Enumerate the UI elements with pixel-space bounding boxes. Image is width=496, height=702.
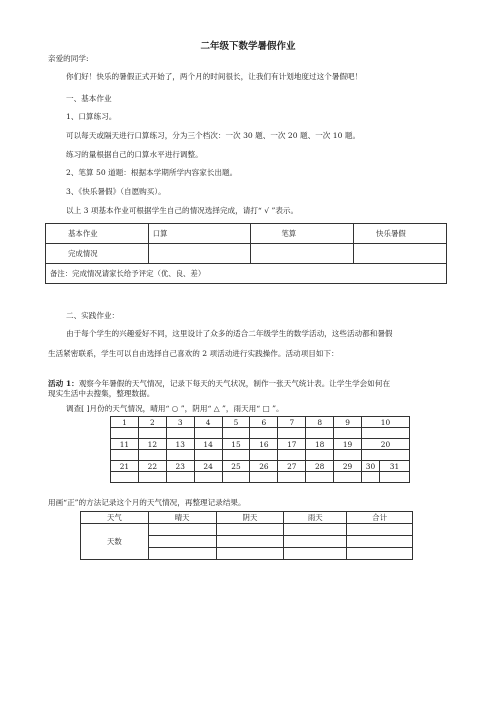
calendar-record-cell[interactable] (166, 428, 194, 439)
section2-para-line2: 生活紧密联系，学生可以自由选择自己喜欢的 2 项活动进行实践操作。活动项目如下： (48, 349, 339, 358)
table-row (46, 264, 447, 284)
activity1-desc: 观察今年暑假的天气情况，记录下每天的天气状况，制作一张天气统计表。让学生学会如何在 (78, 379, 391, 388)
calendar-day: 25 (222, 461, 250, 472)
tally-cell[interactable] (347, 524, 413, 536)
calendar-record-cell[interactable] (278, 450, 306, 461)
calendar-record-row (111, 472, 410, 483)
activity1-label: 活动 1： (48, 379, 79, 388)
calendar-day: 1 (111, 417, 139, 428)
table-row (81, 524, 413, 536)
calendar-day: 10 (362, 417, 410, 428)
calendar-day: 29 (334, 461, 362, 472)
table-header: 口算 (148, 224, 251, 244)
calendar-day: 6 (250, 417, 278, 428)
calendar-record-cell[interactable] (138, 450, 166, 461)
calendar-day: 2 (138, 417, 166, 428)
calendar-day: 9 (334, 417, 362, 428)
table-header: 基本作业 (46, 224, 149, 244)
calendar-day: 12 (138, 439, 166, 450)
calendar-day: 22 (138, 461, 166, 472)
section2-para-line1: 由于每个学生的兴趣爱好不同，这里设计了众多的适合二年级学生的数学活动，这些活动都和暑假 (66, 329, 393, 338)
tally-instruction: 用画“正”的方法记录这个月的天气情况，再整理记录结果。 (48, 498, 246, 507)
tally-header: 晴天 (148, 512, 216, 524)
tally-header: 阴天 (216, 512, 284, 524)
row-label: 完成情况 (46, 244, 149, 264)
calendar-day: 24 (194, 461, 222, 472)
calendar-day: 3 (166, 417, 194, 428)
calendar-record-cell[interactable] (334, 450, 362, 461)
survey-line: 调查[ ]月份的天气情况，晴用“ ○ ”，阴用“ △ ”，雨天用“ □ ”。 (66, 404, 284, 413)
tally-row-label: 天数 (81, 524, 149, 560)
calendar-record-cell[interactable] (306, 472, 334, 483)
calendar-day: 27 (278, 461, 306, 472)
intro-text: 你们好！快乐的暑假正式开始了，两个月的时间很长，让我们有计划地度过这个暑假吧！ (66, 72, 363, 81)
item1-desc: 可以每天或隔天进行口算练习，分为三个档次：一次 30 题、一次 20 题、一次 10 题。 (66, 131, 361, 140)
calendar-record-cell[interactable] (111, 472, 139, 483)
calendar-day: 31 (379, 461, 409, 472)
calendar-record-cell[interactable] (111, 450, 139, 461)
table-row (46, 244, 447, 264)
calendar-row (111, 417, 410, 428)
activity1-line2: 现实生活中去搜集，整理数据。 (48, 389, 155, 398)
tally-cell[interactable] (148, 536, 216, 548)
calendar-day: 20 (362, 439, 410, 450)
calendar-record-cell[interactable] (306, 450, 334, 461)
table-note: 备注：完成情况请家长给予评定（优、良、差） (46, 264, 447, 284)
tally-header: 雨天 (284, 512, 347, 524)
table-header: 笔算 (251, 224, 354, 244)
calendar-record-cell[interactable] (111, 428, 139, 439)
calendar-record-cell[interactable] (222, 450, 250, 461)
calendar-day: 30 (362, 461, 380, 472)
calendar-record-cell[interactable] (379, 472, 409, 483)
calendar-record-cell[interactable] (334, 428, 362, 439)
calendar-record-row (111, 450, 410, 461)
calendar-record-cell[interactable] (166, 450, 194, 461)
calendar-day: 13 (166, 439, 194, 450)
item1: 1、口算练习。 (66, 112, 117, 121)
calendar-record-cell[interactable] (138, 428, 166, 439)
tally-cell[interactable] (216, 536, 284, 548)
tally-header: 天气 (81, 512, 149, 524)
calendar-day: 28 (306, 461, 334, 472)
page-title: 二年级下数学暑假作业 (200, 41, 296, 52)
calendar-day: 7 (278, 417, 306, 428)
calendar-row (111, 439, 410, 450)
calendar-day: 4 (194, 417, 222, 428)
calendar-record-cell[interactable] (278, 472, 306, 483)
table-cell[interactable] (148, 244, 251, 264)
weather-calendar (110, 416, 410, 483)
calendar-record-cell[interactable] (250, 472, 278, 483)
calendar-day: 8 (306, 417, 334, 428)
calendar-record-cell[interactable] (306, 428, 334, 439)
homework-table (45, 223, 447, 284)
tally-cell[interactable] (216, 524, 284, 536)
tally-cell[interactable] (284, 536, 347, 548)
calendar-day: 15 (222, 439, 250, 450)
calendar-record-cell[interactable] (362, 450, 410, 461)
greeting: 亲爱的同学: (48, 54, 89, 63)
tally-cell[interactable] (347, 536, 413, 548)
calendar-record-cell[interactable] (138, 472, 166, 483)
calendar-record-cell[interactable] (250, 450, 278, 461)
calendar-day: 5 (222, 417, 250, 428)
section2-heading: 二、实践作业： (66, 311, 120, 320)
calendar-record-cell[interactable] (278, 428, 306, 439)
calendar-record-cell[interactable] (250, 428, 278, 439)
instruction: 以上 3 项基本作业可根据学生自己的情况选择完成，请打“ √ ”表示。 (66, 206, 299, 215)
calendar-record-cell[interactable] (194, 428, 222, 439)
tally-cell[interactable] (284, 548, 347, 560)
calendar-day: 11 (111, 439, 139, 450)
table-header: 快乐暑假 (354, 224, 447, 244)
item2: 2、笔算 50 道题：根据本学期所学内容家长出题。 (66, 168, 238, 177)
calendar-day: 18 (306, 439, 334, 450)
calendar-record-cell[interactable] (362, 472, 380, 483)
calendar-record-cell[interactable] (166, 472, 194, 483)
calendar-record-cell[interactable] (334, 472, 362, 483)
calendar-record-cell[interactable] (222, 428, 250, 439)
calendar-row (111, 461, 410, 472)
calendar-record-cell[interactable] (194, 472, 222, 483)
calendar-day: 21 (111, 461, 139, 472)
table-row (46, 224, 447, 244)
item3: 3、《快乐暑假》（自愿购买）。 (66, 187, 166, 196)
calendar-day: 14 (194, 439, 222, 450)
calendar-day: 19 (334, 439, 362, 450)
tally-cell[interactable] (216, 548, 284, 560)
calendar-record-cell[interactable] (362, 428, 410, 439)
tally-cell[interactable] (148, 548, 216, 560)
section1-heading: 一、基本作业 (66, 94, 112, 103)
tally-cell[interactable] (148, 524, 216, 536)
calendar-day: 26 (250, 461, 278, 472)
tally-header: 合计 (347, 512, 413, 524)
calendar-record-cell[interactable] (194, 450, 222, 461)
calendar-record-row (111, 428, 410, 439)
table-cell[interactable] (251, 244, 354, 264)
item1-note: 练习的量根据自己的口算水平进行调整。 (66, 150, 203, 159)
calendar-day: 23 (166, 461, 194, 472)
tally-cell[interactable] (347, 548, 413, 560)
calendar-day: 17 (278, 439, 306, 450)
table-cell[interactable] (354, 244, 447, 264)
calendar-record-cell[interactable] (222, 472, 250, 483)
tally-table (80, 511, 413, 560)
table-row (81, 512, 413, 524)
tally-cell[interactable] (284, 524, 347, 536)
calendar-day: 16 (250, 439, 278, 450)
activity1-line1 (48, 379, 390, 389)
